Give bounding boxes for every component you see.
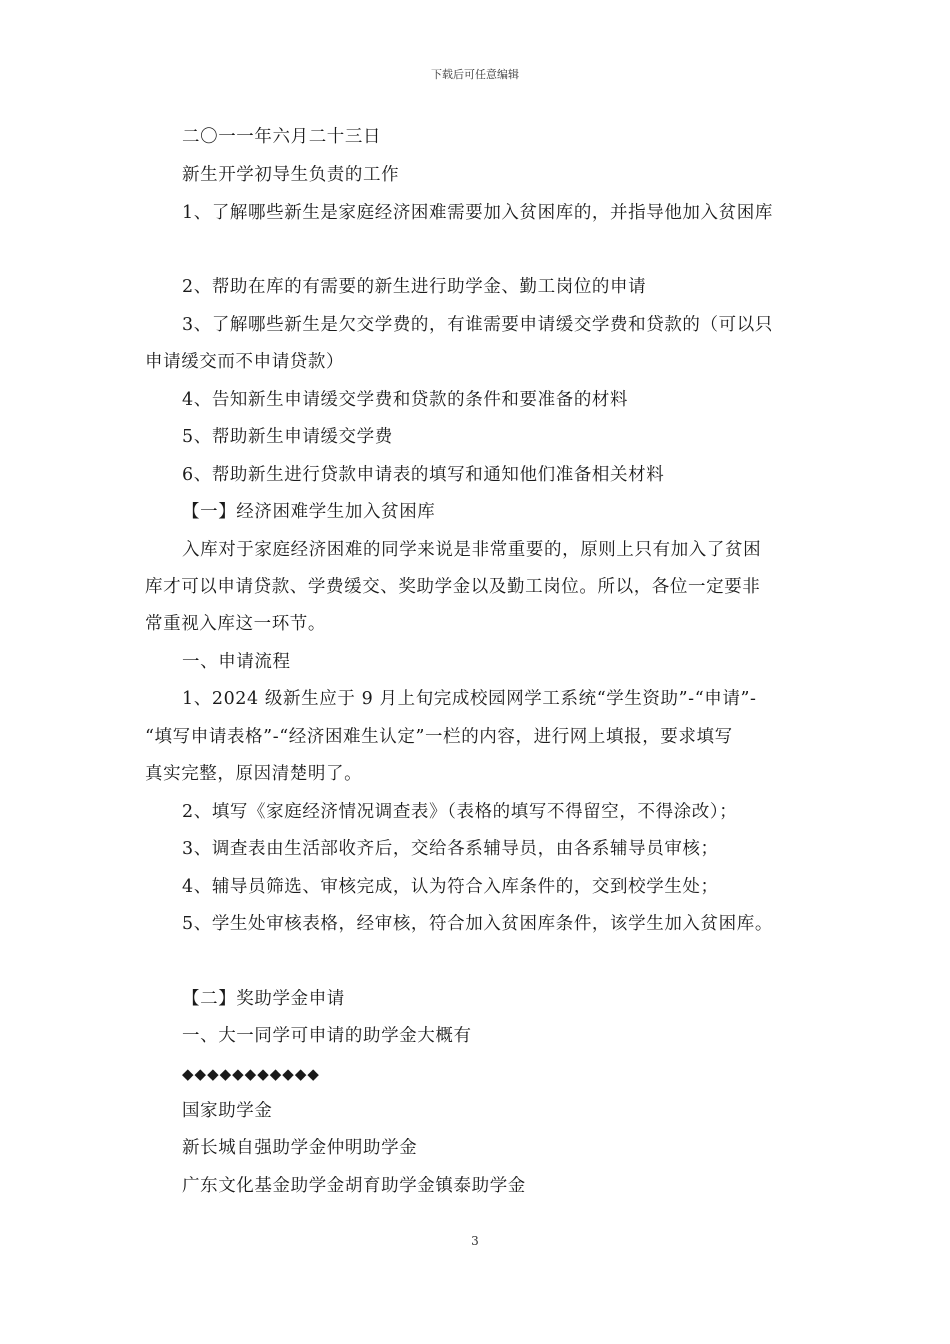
list-item: 国家助学金 [182, 1101, 273, 1121]
list-item: 4、告知新生申请缓交学费和贷款的条件和要准备的材料 [182, 390, 629, 410]
list-item: 广东文化基金助学金胡育助学金镇泰助学金 [182, 1176, 526, 1196]
list-item: 1、了解哪些新生是家庭经济困难需要加入贫困库的，并指导他加入贫困库 [182, 203, 773, 223]
section-heading: 新生开学初导生负责的工作 [182, 165, 400, 185]
list-item: 5、帮助新生申请缓交学费 [182, 427, 393, 447]
list-item: 新长城自强助学金仲明助学金 [182, 1138, 418, 1158]
list-item: 5、学生处审核表格，经审核，符合加入贫困库条件，该学生加入贫困库。 [182, 914, 773, 934]
list-item-continuation: 真实完整，原因清楚明了。 [145, 764, 363, 784]
header-note: 下载后可任意编辑 [431, 68, 519, 81]
list-item: 6、帮助新生进行贷款申请表的填写和通知他们准备相关材料 [182, 465, 665, 485]
paragraph-line: 入库对于家庭经济困难的同学来说是非常重要的，原则上只有加入了贫困 [182, 540, 762, 560]
section-heading: 【二】奖助学金申请 [182, 989, 345, 1009]
subsection-heading: 一、大一同学可申请的助学金大概有 [182, 1026, 472, 1046]
paragraph-line: 库才可以申请贷款、学费缓交、奖助学金以及勤工岗位。所以，各位一定要非 [145, 577, 761, 597]
list-item: 1、2024 级新生应于 9 月上旬完成校园网学工系统“学生资助”-“申请”- [182, 689, 757, 709]
list-item: 2、帮助在库的有需要的新生进行助学金、勤工岗位的申请 [182, 277, 647, 297]
list-item: 4、辅导员筛选、审核完成，认为符合入库条件的，交到校学生处； [182, 877, 719, 897]
diamond-divider: ◆◆◆◆◆◆◆◆◆◆◆ [182, 1065, 320, 1083]
page-number: 3 [471, 1234, 479, 1248]
list-item: 2、填写《家庭经济情况调查表》（表格的填写不得留空，不得涂改）； [182, 802, 738, 822]
section-heading: 【一】经济困难学生加入贫困库 [182, 502, 436, 522]
list-item-continuation: “填写申请表格”-“经济困难生认定”一栏的内容，进行网上填报，要求填写 [145, 727, 733, 747]
subsection-heading: 一、申请流程 [182, 652, 291, 672]
date-line: 二〇一一年六月二十三日 [182, 127, 382, 147]
list-item: 3、调查表由生活部收齐后，交给各系辅导员，由各系辅导员审核； [182, 839, 719, 859]
paragraph-line: 常重视入库这一环节。 [145, 614, 326, 634]
list-item: 3、了解哪些新生是欠交学费的，有谁需要申请缓交学费和贷款的（可以只 [182, 315, 773, 335]
list-item-continuation: 申请缓交而不申请贷款） [145, 352, 345, 372]
